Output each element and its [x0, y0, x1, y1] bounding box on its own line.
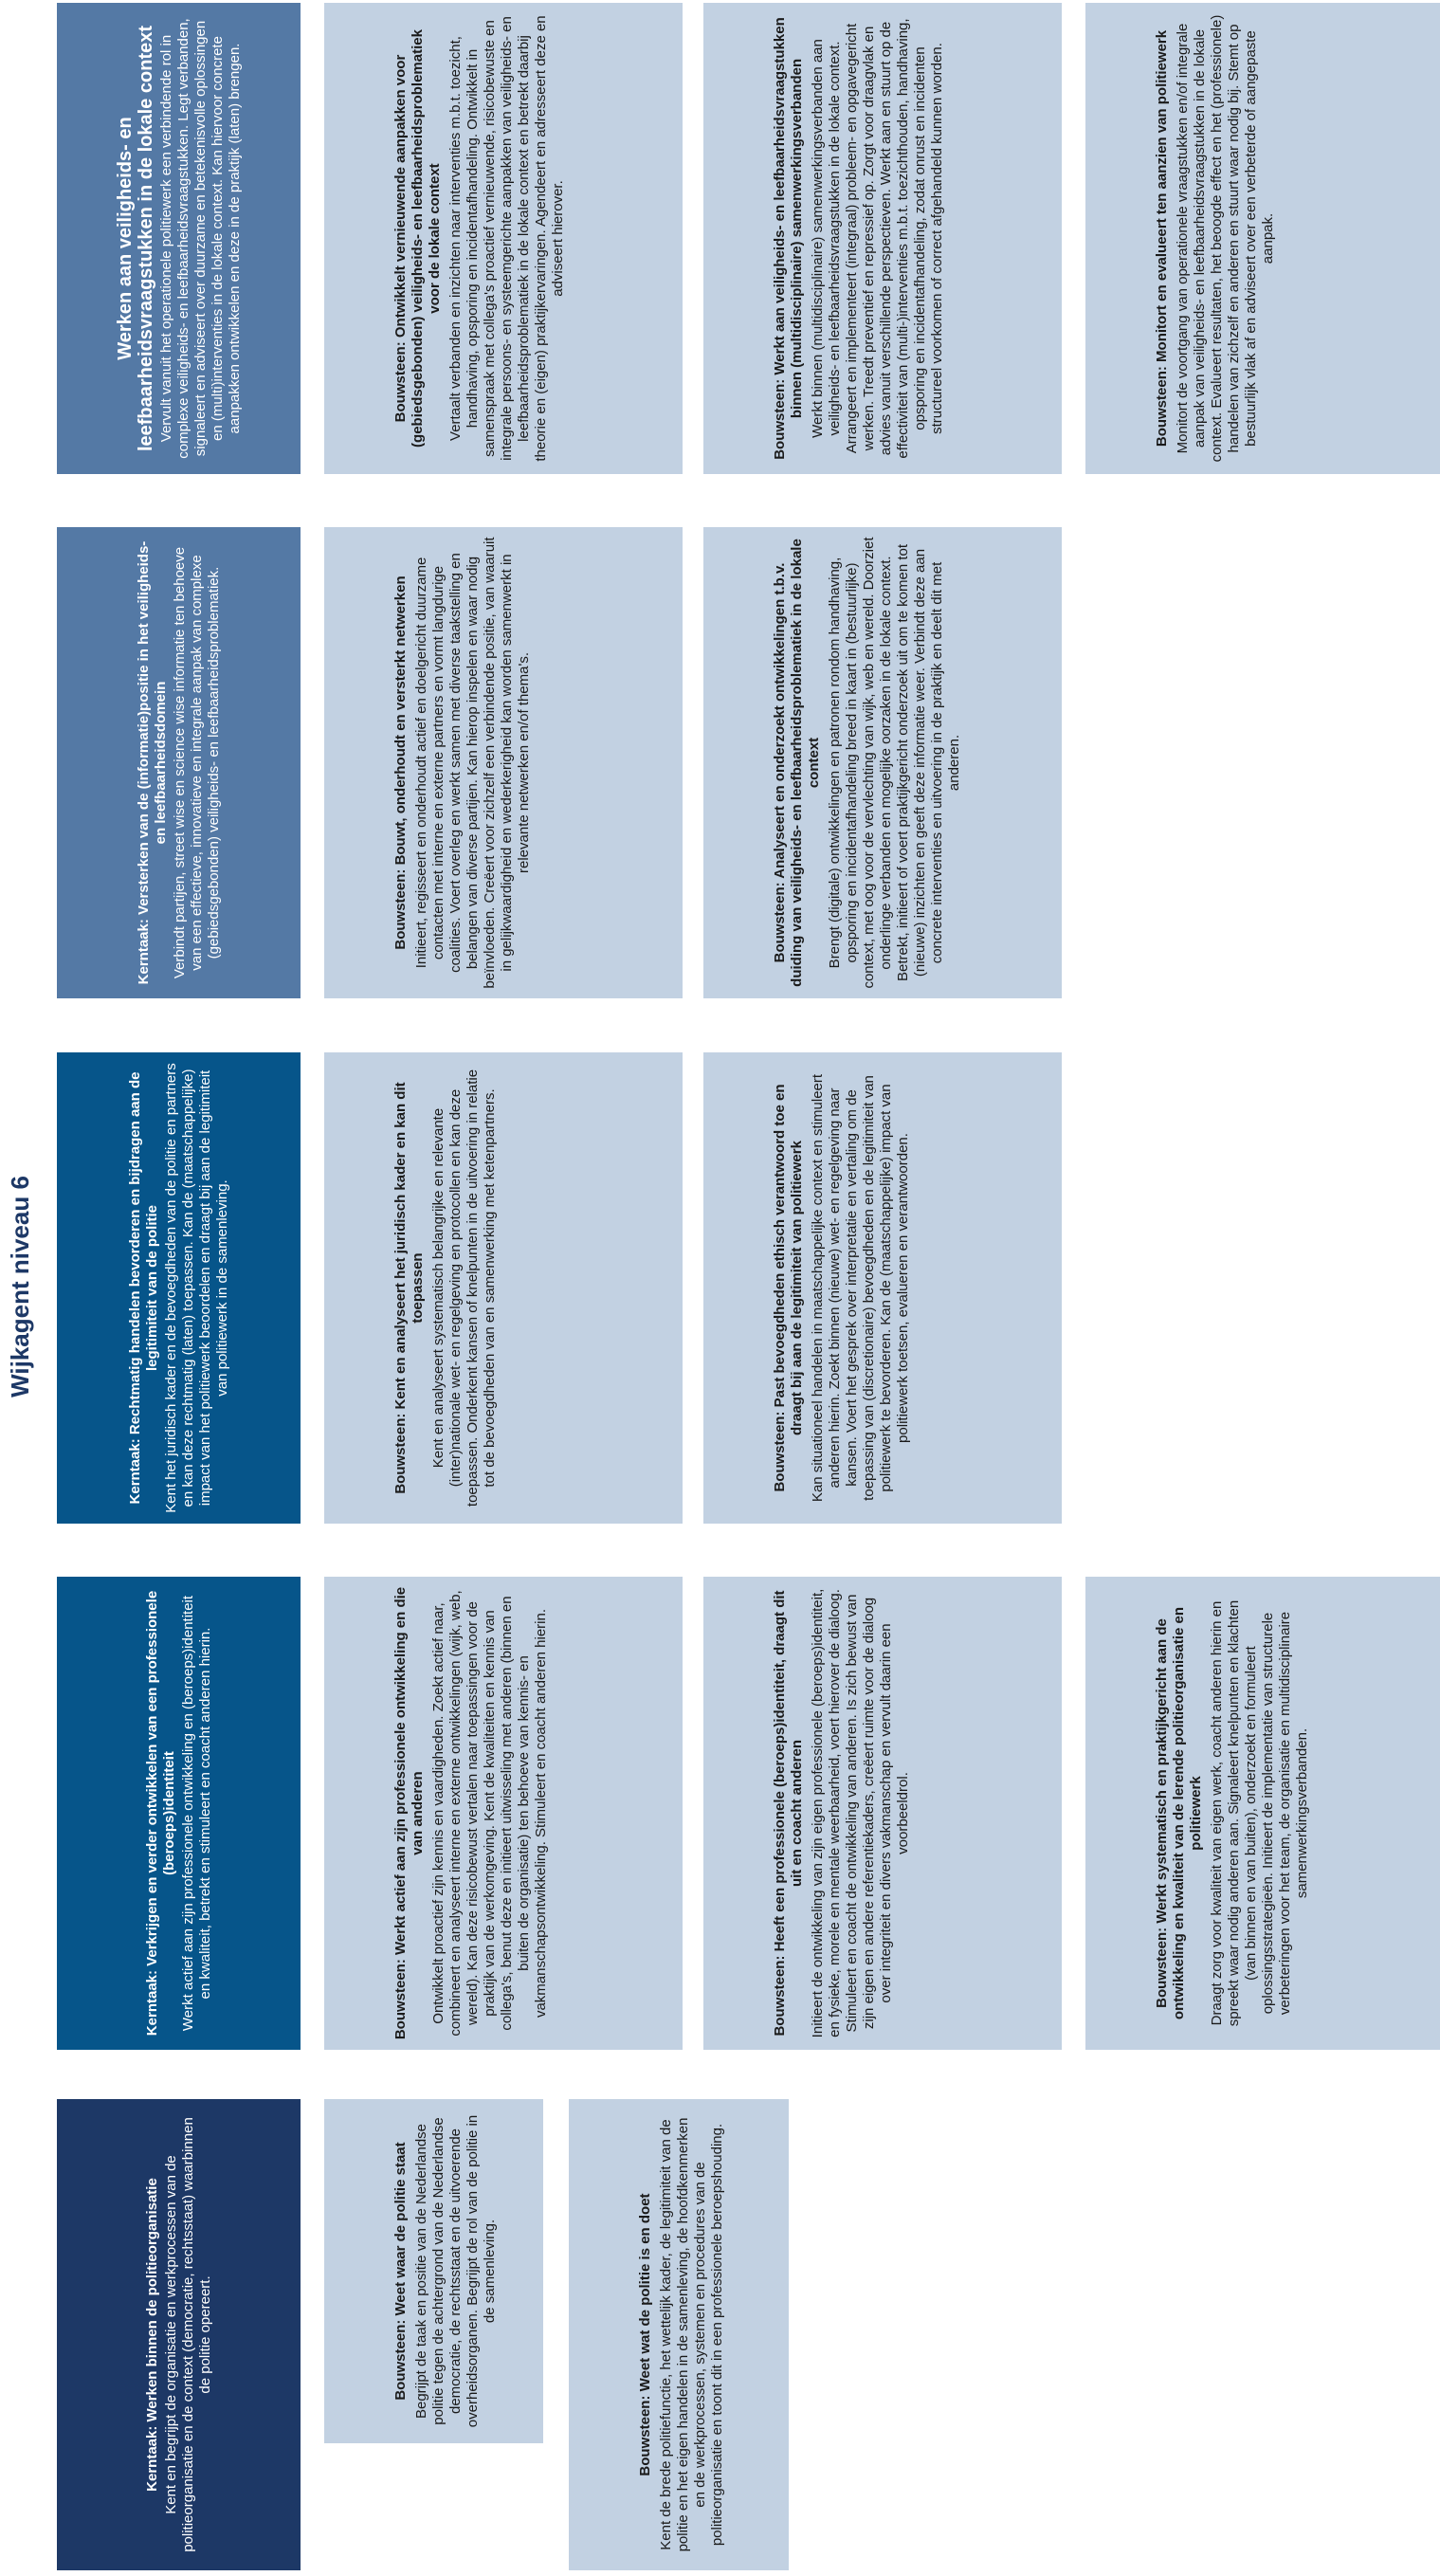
kerntaak-text: Kent en begrijpt de organisatie en werkprocessen van de politieorganisatie en de context (democratie, rechtsstaat) waarbinnen de politie opereert.: [162, 2117, 213, 2552]
kerntaak-title: Kerntaak: Werken binnen de politieorganisatie: [143, 2178, 160, 2492]
page-title: Wijkagent niveau 6: [6, 1176, 34, 1398]
bouwsteen-text: Begrijpt de taak en positie van de Nederlandse politie tegen de achtergrond van de Nederlandse democratie, de rechtsstaat en de uitvoerende overheidsorganen. Begrijpt de rol van de politie in de samenleving.: [413, 2114, 498, 2428]
kerntaak-title: Kerntaak: Versterken van de (informatie)positie in het veiligheids- en leefbaarheidsdomein: [135, 540, 169, 985]
bouwsteen-title: Bouwsteen: Heeft een professionele (beroeps)identiteit, draagt dit uit en coacht anderen: [772, 1590, 805, 2037]
kerntaak-box: [57, 3, 301, 474]
kerntaak-text: Werkt actief aan zijn professionele ontwikkeling en (beroeps)identiteit en kwaliteit, betrekt en stimuleert en coacht anderen hierin.: [179, 1595, 213, 2032]
bouwsteen-text: Ontwikkelt proactief zijn kennis en vaardigheden. Zoekt actief naar, combineert en analyseert interne en externe ontwikkelingen (wijk, web, wereld). Kan deze risicobewust vertalen naar toepassingen voor de praktijk van de werkomgeving. Kent de kwaliteiten en kennis van collega's, benut deze en initieert uitwisseling met anderen (binnen en buiten de organisatie) ten behoeve van kennis- en vakmanschapsontwikkeling. Stimuleert en coacht anderen hierin.: [430, 1590, 549, 2037]
bouwsteen-box: [703, 1577, 1062, 2050]
kerntaak-box: [57, 1577, 301, 2050]
kerntaak-box: [57, 527, 301, 998]
bouwsteen-title: Bouwsteen: Monitort en evalueert ten aanzien van politiewerk: [1154, 29, 1170, 448]
bouwsteen-box: [703, 1052, 1062, 1524]
bouwsteen-title: Bouwsteen: Werkt actief aan zijn professionele ontwikkeling en die van anderen: [392, 1586, 426, 2040]
bouwsteen-box: [1085, 1577, 1440, 2050]
bouwsteen-box: [569, 2099, 789, 2570]
bouwsteen-title: Bouwsteen: Bouwt, onderhoudt en versterkt netwerken: [392, 575, 409, 950]
bouwsteen-text: Vertaalt verbanden en inzichten naar interventies m.b.t. toezicht, handhaving, opsporing en incidentafhandeling. Ontwikkelt in samenspraak met collega's proactief vernieuwende, risicobewuste en integrale persoons- en systeemgerichte aanpakken van veiligheids- en leefbaarheidsproblematiek in de lokale context en betrekt daarbij theorie en (eigen) praktijkervaringen. Agendeert en adresseert deze en adviseert hierover.: [447, 15, 566, 462]
kerntaak-text: Verbindt partijen, street wise en science wise informatie ten behoeve van een effectieve, innovatieve en integrale aanpak van complexe (gebiedsgebonden) veiligheids- en leefbaarheidsproblematiek.: [171, 546, 222, 979]
kerntaak-title: Kerntaak: Verkrijgen en verder ontwikkelen van een professionele (beroeps)identiteit: [143, 1590, 177, 2037]
bouwsteen-text: Initieert de ontwikkeling van zijn eigen professionele (beroeps)identiteit, en fysieke, morele en mentale weerbaarheid, voert hierover de dialoog. Stimuleert en coacht de ontwikkeling van anderen. Is zich bewust van zijn eigen en andere referentiekaders, creëert ruimte voor de dialoog over integriteit en divers vakmanschap en vervult daarin een voorbeeldrol.: [810, 1588, 911, 2038]
bouwsteen-title: Bouwsteen: Werkt aan veiligheids- en leefbaarheidsvraagstukken binnen (multidisciplinaire) samenwerkingsverbanden: [772, 17, 805, 460]
bouwsteen-box: [703, 527, 1062, 998]
kerntaak-box: [57, 1052, 301, 1524]
kerntaak-title: Werken aan veiligheids- en leefbaarheidsvraagstukken in de lokale context: [114, 25, 156, 452]
bouwsteen-box: [324, 2099, 543, 2443]
bouwsteen-title: Bouwsteen: Weet wat de politie is en doet: [637, 2193, 653, 2476]
bouwsteen-box: [324, 1577, 683, 2050]
kerntaak-text: Vervult vanuit het operationele politiewerk een verbindende rol in complexe veiligheids- en leefbaarheidsvraagstukken. Legt verbanden, signaleert en adviseert over duurzame en betekenisvolle oplossingen en (multi)interventies in de lokale context. Kan hiervoor concrete aanpakken ontwikkelen en deze in de praktijk (laten) brengen.: [157, 18, 243, 459]
bouwsteen-box: [703, 3, 1062, 474]
bouwsteen-text: Kent en analyseert systematisch belangrijke en relevante (inter)nationale wet- en regelgeving en protocollen en kan deze toepassen. Onderkent kansen of knelpunten in de uitvoering in relatie tot de bevoegdheden van en samenwerking met ketenpartners.: [430, 1069, 498, 1507]
bouwsteen-text: Werkt binnen (multidisciplinaire) samenwerkingsverbanden aan veiligheids- en leefbaarheidsvraagstukken in de lokale context. Arrangeert en implementeert (integraal) probleem- en opgavegericht werken. Treedt preventief en repressief op. Zorgt voor draagvlak en advies vanuit verschillende perspectieven. Werkt aan en stuurt op de effectiviteit van (multi-)interventies m.b.t. toezichthouden, handhaving, opsporing en incidentafhandeling, zodat onrust en incidenten structureel voorkomen of correct afgehandeld kunnen worden.: [810, 18, 945, 459]
bouwsteen-title: Bouwsteen: Past bevoegdheden ethisch verantwoord toe en draagt bij aan de legitimiteit van politiewerk: [772, 1084, 805, 1492]
bouwsteen-text: Brengt (digitale) ontwikkelingen en patronen rondom handhaving, opsporing en incidentafhandeling breed in kaart in (bestuurlijke) context, met oog voor de vervlechting van wijk, web en wereld. Doorziet onderlinge verbanden en mogelijke oorzaken in de lokale context. Betrekt, initieert of voert praktijkgericht onderzoek uit om te komen tot (nieuwe) inzichten en geeft deze informatie weer. Verbindt deze aan concrete interventies en uitvoering in de praktijk en deelt dit met anderen.: [827, 537, 962, 989]
bouwsteen-box: [324, 1052, 683, 1524]
bouwsteen-text: Kan situationeel handelen in maatschappelijke context en stimuleert anderen hierin. Zoekt binnen (nieuwe) wet- en regelgeving naar kansen. Voert het gesprek over interpretatie en vertaling om de toepassing van (discretionaire) bevoegdheden en de legitimiteit van politiewerk te bevorderen. Kan de (maatschappelijke) impact van politiewerk toetsen, evalueren en verantwoorden.: [810, 1073, 911, 1503]
bouwsteen-title: Bouwsteen: Ontwikkelt vernieuwende aanpakken voor (gebiedsgebonden) veiligheids- en leefbaarheidsproblematiek voor de lokale context: [392, 29, 443, 448]
bouwsteen-text: Kent de brede politiefunctie, het wettelijk kader, de legitimiteit van de politie en het eigen handelen in de samenleving, de hoofdkenmerken en de werkprocessen, systemen en procedures van de politieorganisatie en toont dit in een professionele beroepshouding.: [658, 2117, 725, 2552]
bouwsteen-box: [1085, 3, 1440, 474]
bouwsteen-box: [324, 527, 683, 998]
bouwsteen-title: Bouwsteen: Weet waar de politie staat: [392, 2142, 409, 2401]
kerntaak-title: Kerntaak: Rechtmatig handelen bevorderen en bijdragen aan de legitimiteit van de politie: [126, 1071, 160, 1505]
bouwsteen-text: Draagt zorg voor kwaliteit van eigen werk, coacht anderen hierin en spreekt waar nodig anderen aan. Signaleert knelpunten en klachten (van binnen en van buiten), onderzoekt en formuleert oplossingsstrategieën. Initieert de implementatie van structurele verbeteringen voor het team, de organisatie en multidisciplinaire samenwerkingsverbanden.: [1209, 1599, 1310, 2027]
kerntaak-box: [57, 2099, 301, 2570]
kerntaak-text: Kent het juridisch kader en de bevoegdheden van de politie en partners en kan deze rechtmatig (laten) toepassen. Kan de (maatschappelijke) impact van het politiewerk beoordelen en draagt bij aan de legitimiteit van politiewerk in de samenleving.: [162, 1063, 230, 1513]
bouwsteen-text: Initieert, regisseert en onderhoudt actief en doelgericht duurzame contacten met interne en externe partners en vormt langdurige coalities. Voert overleg en werkt samen met diverse taakstelling en belangen van diverse partijen. Kan hierop inspelen en waar nodig beïnvloeden. Creëert voor zichzelf een verbindende positie, van waaruit in gelijkwaardigheid en wederkerigheid kan worden samenwerkt in relevante netwerken en/of thema's.: [413, 537, 532, 989]
bouwsteen-title: Bouwsteen: Werkt systematisch en praktijkgericht aan de ontwikkeling en kwaliteit van de lerende politieorganisatie en politiewerk: [1154, 1606, 1204, 2020]
bouwsteen-text: Monitort de voortgang van operationele vraagstukken en/of integrale aanpak van veiligheids- en leefbaarheidsvraagstukken in de lokale context. Evalueert resultaten, het beoogde effect en het (professionele) handelen van zichzelf en anderen en stuurt waar nodig bij. Stemt op bestuurlijk vlak af en adviseert over een verbeterde of aangepaste aanpak.: [1175, 14, 1276, 463]
bouwsteen-title: Bouwsteen: Kent en analyseert het juridisch kader en kan dit toepassen: [392, 1082, 426, 1494]
bouwsteen-title: Bouwsteen: Analyseert en onderzoekt ontwikkelingen t.b.v. duiding van veiligheids- en leefbaarheidsproblematiek in de lokale context: [772, 539, 822, 987]
bouwsteen-box: [324, 3, 683, 474]
